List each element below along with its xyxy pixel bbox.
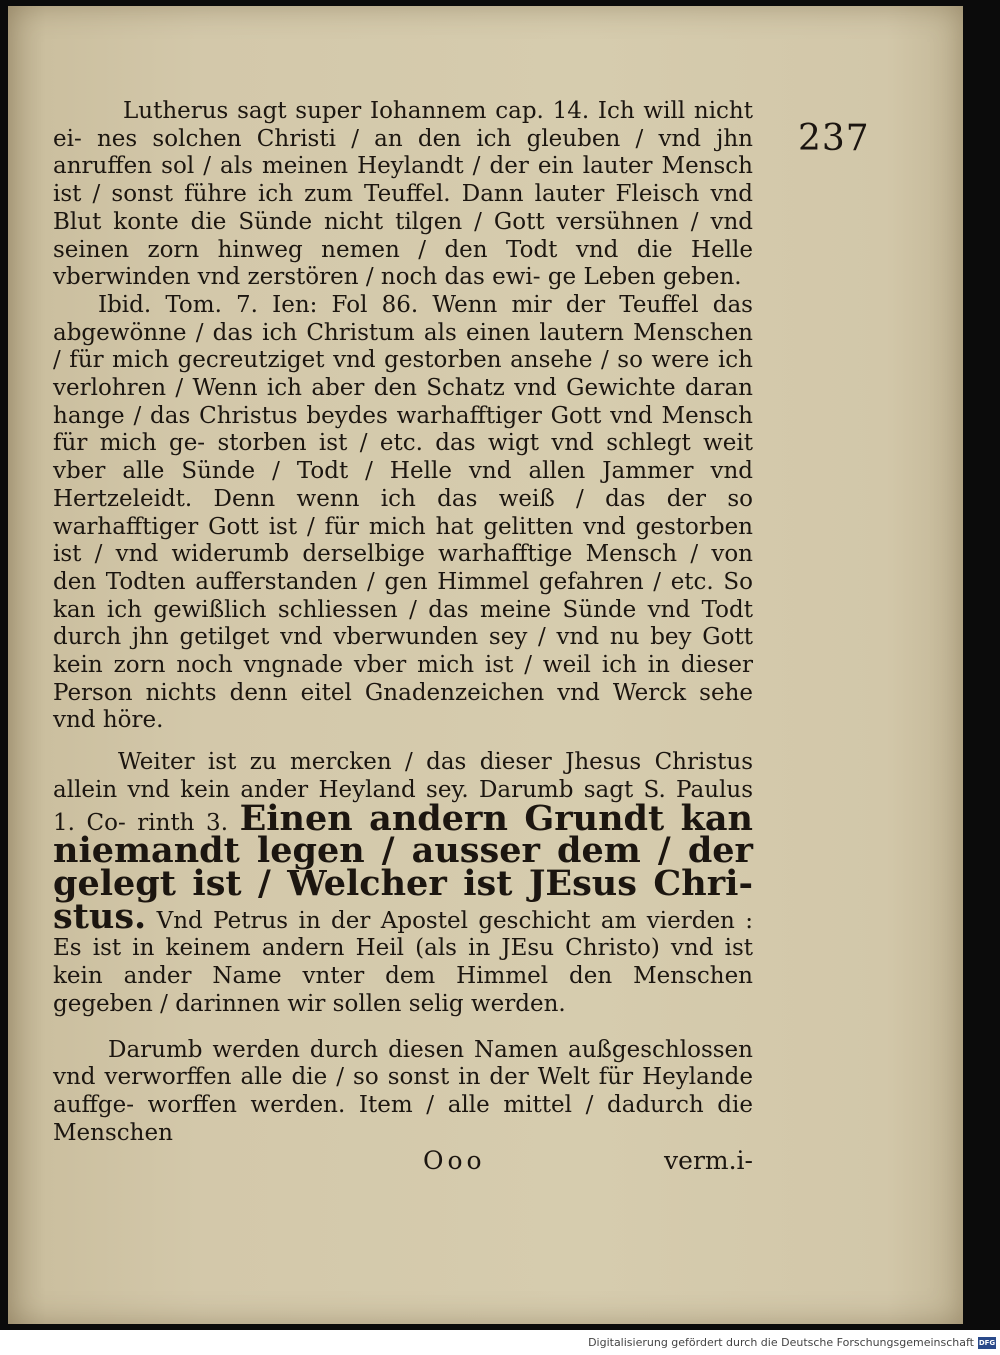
signature-mark: Ooo — [423, 1146, 486, 1175]
page-footer-line — [53, 1146, 753, 1176]
paragraph-3 — [53, 749, 753, 1018]
page-number: 237 — [798, 118, 870, 159]
paragraph-4: Darumb werden durch diesen Namen außgeschlossen vnd verworffen alle die / so sonst in der Welt für Heylande auffge- worffen werden. Item / alle mittel / dadurch die Menschen — [53, 1036, 753, 1146]
catchword: verm.i- — [664, 1146, 753, 1175]
scripture-quote: Einen andern Grundt kan niemandt legen / ausser dem / der gelegt ist / Welcher ist JEsus Chri- stus. — [53, 797, 754, 937]
dfg-logo-icon: DFG — [978, 1339, 996, 1347]
paragraph-1: Lutherus sagt super Iohannem cap. 14. Ich will nicht ei- nes solchen Christi / an den ich gleuben / vnd jhn anruffen sol / als meinen Heylandt / der ein lauter Mensch ist / sonst führe ich zum Teuffel. Dann lauter Fleisch vnd Blut konte die Sünde nicht tilgen / Gott versühnen / vnd seinen zorn hinweg nemen / den Todt vnd die Helle vberwinden vnd zerstören / noch das ewi- ge Leben geben. — [53, 98, 753, 291]
dfg-credit-text: Digitalisierung gefördert durch die Deutsche Forschungsgemeinschaft — [588, 1336, 974, 1349]
page-text — [53, 98, 753, 1147]
paragraph-2: Ibid. Tom. 7. Ien: Fol 86. Wenn mir der Teuffel das abgewönne / das ich Christum als einen lautern Menschen / für mich gecreutziget vnd gestorben ansehe / so were ich verlohren / Wenn ich aber den Schatz vnd Gewichte daran hange / das Christus beydes warhafftiger Gott vnd Mensch für mich ge- storben ist / etc. das wigt vnd schlegt weit vber alle Sünde / Todt / Helle vnd allen Jammer vnd Hertzeleidt. Denn wenn ich das weiß / das der so warhafftiger Gott ist / für mich hat gelitten vnd gestorben ist / vnd widerumb derselbige warhafftige Mensch / von den Todten aufferstanden / gen Himmel gefahren / etc. So kan ich gewißlich schliessen / das meine Sünde vnd Todt durch jhn getilget vnd vberwunden sey / vnd nu bey Gott kein zorn noch vngnade vber mich ist / weil ich in dieser Person nichts denn eitel Gnadenzeichen vnd Werck sehe vnd höre. — [53, 291, 753, 734]
paragraph-3-intro: Weiter ist zu mercken / das dieser Jhesus Christus allein vnd kein ander Heyland sey. Darumb sagt S. Paulus 1. Co- rinth 3. — [53, 749, 753, 836]
paragraph-3-rest: Vnd Petrus in der Apostel geschicht am vierden : Es ist in keinem andern Heil (als in JEsu Christo) vnd ist kein ander Name vnter dem Himmel den Menschen gegeben / darinnen wir sollen selig werden. — [53, 907, 754, 1017]
book-page — [8, 6, 963, 1324]
